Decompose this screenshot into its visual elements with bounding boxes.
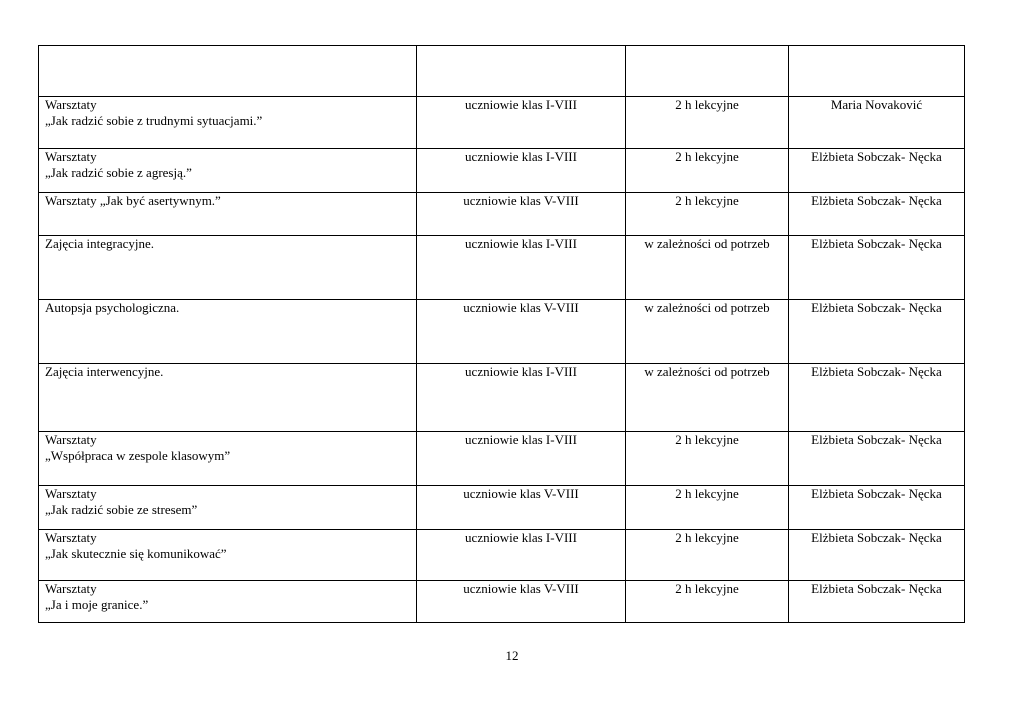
- title-line-2: „Ja i moje granice.”: [45, 597, 149, 612]
- title-line-1: Warsztaty: [45, 486, 97, 501]
- title-line-2: „Jak radzić sobie ze stresem”: [45, 502, 198, 517]
- hours-cell: 2 h lekcyjne: [626, 432, 789, 486]
- hours-cell: 2 h lekcyjne: [626, 530, 789, 581]
- title-line-2: „Jak skutecznie się komunikować”: [45, 546, 227, 561]
- title-cell: [39, 486, 417, 530]
- hours-cell: [626, 46, 789, 97]
- lead-cell: Elżbieta Sobczak- Nęcka: [789, 486, 965, 530]
- table-row: [39, 236, 965, 300]
- title-line-2: „Jak radzić sobie z agresją.”: [45, 165, 192, 180]
- hours-cell: w zależności od potrzeb: [626, 364, 789, 432]
- table-row: [39, 97, 965, 149]
- lead-cell: Maria Novaković: [789, 97, 965, 149]
- audience-cell: uczniowie klas I-VIII: [417, 236, 626, 300]
- title-cell: [39, 97, 417, 149]
- lead-cell: Elżbieta Sobczak- Nęcka: [789, 300, 965, 364]
- table-row: [39, 581, 965, 623]
- lead-cell: Elżbieta Sobczak- Nęcka: [789, 581, 965, 623]
- table-row-empty-header: [39, 46, 965, 97]
- audience-cell: uczniowie klas V-VIII: [417, 193, 626, 236]
- title-cell: [39, 236, 417, 300]
- hours-cell: 2 h lekcyjne: [626, 193, 789, 236]
- title-line-1: Warsztaty: [45, 581, 97, 596]
- lead-cell: Elżbieta Sobczak- Nęcka: [789, 193, 965, 236]
- audience-cell: uczniowie klas I-VIII: [417, 432, 626, 486]
- title-cell: [39, 530, 417, 581]
- table-row: [39, 149, 965, 193]
- lead-cell: Elżbieta Sobczak- Nęcka: [789, 236, 965, 300]
- audience-cell: uczniowie klas V-VIII: [417, 486, 626, 530]
- audience-cell: uczniowie klas I-VIII: [417, 364, 626, 432]
- title-line-1: Autopsja psychologiczna.: [45, 300, 180, 315]
- page-number: 12: [505, 648, 519, 663]
- lead-cell: Elżbieta Sobczak- Nęcka: [789, 432, 965, 486]
- title-cell: [39, 193, 417, 236]
- title-cell: [39, 364, 417, 432]
- title-line-2: „Współpraca w zespole klasowym”: [45, 448, 231, 463]
- audience-cell: [417, 46, 626, 97]
- activities-table: [38, 45, 965, 623]
- title-line-1: Warsztaty „Jak być asertywnym.”: [45, 193, 221, 208]
- lead-cell: Elżbieta Sobczak- Nęcka: [789, 364, 965, 432]
- hours-cell: w zależności od potrzeb: [626, 236, 789, 300]
- audience-cell: uczniowie klas I-VIII: [417, 530, 626, 581]
- title-line-1: Warsztaty: [45, 530, 97, 545]
- audience-cell: uczniowie klas I-VIII: [417, 97, 626, 149]
- title-line-1: Warsztaty: [45, 97, 97, 112]
- hours-cell: 2 h lekcyjne: [626, 486, 789, 530]
- table-row: [39, 300, 965, 364]
- audience-cell: uczniowie klas I-VIII: [417, 149, 626, 193]
- title-line-1: Warsztaty: [45, 149, 97, 164]
- title-cell: [39, 149, 417, 193]
- lead-cell: [789, 46, 965, 97]
- hours-cell: 2 h lekcyjne: [626, 97, 789, 149]
- table-row: [39, 530, 965, 581]
- table-row: [39, 486, 965, 530]
- table-row: [39, 432, 965, 486]
- title-cell: [39, 300, 417, 364]
- hours-cell: w zależności od potrzeb: [626, 300, 789, 364]
- title-line-2: „Jak radzić sobie z trudnymi sytuacjami.”: [45, 113, 263, 128]
- table-row: [39, 364, 965, 432]
- title-line-1: Zajęcia integracyjne.: [45, 236, 154, 251]
- title-line-1: Warsztaty: [45, 432, 97, 447]
- hours-cell: 2 h lekcyjne: [626, 581, 789, 623]
- title-cell: [39, 46, 417, 97]
- table-row: [39, 193, 965, 236]
- title-line-1: Zajęcia interwencyjne.: [45, 364, 164, 379]
- title-cell: [39, 432, 417, 486]
- hours-cell: 2 h lekcyjne: [626, 149, 789, 193]
- audience-cell: uczniowie klas V-VIII: [417, 300, 626, 364]
- lead-cell: Elżbieta Sobczak- Nęcka: [789, 149, 965, 193]
- lead-cell: Elżbieta Sobczak- Nęcka: [789, 530, 965, 581]
- audience-cell: uczniowie klas V-VIII: [417, 581, 626, 623]
- title-cell: [39, 581, 417, 623]
